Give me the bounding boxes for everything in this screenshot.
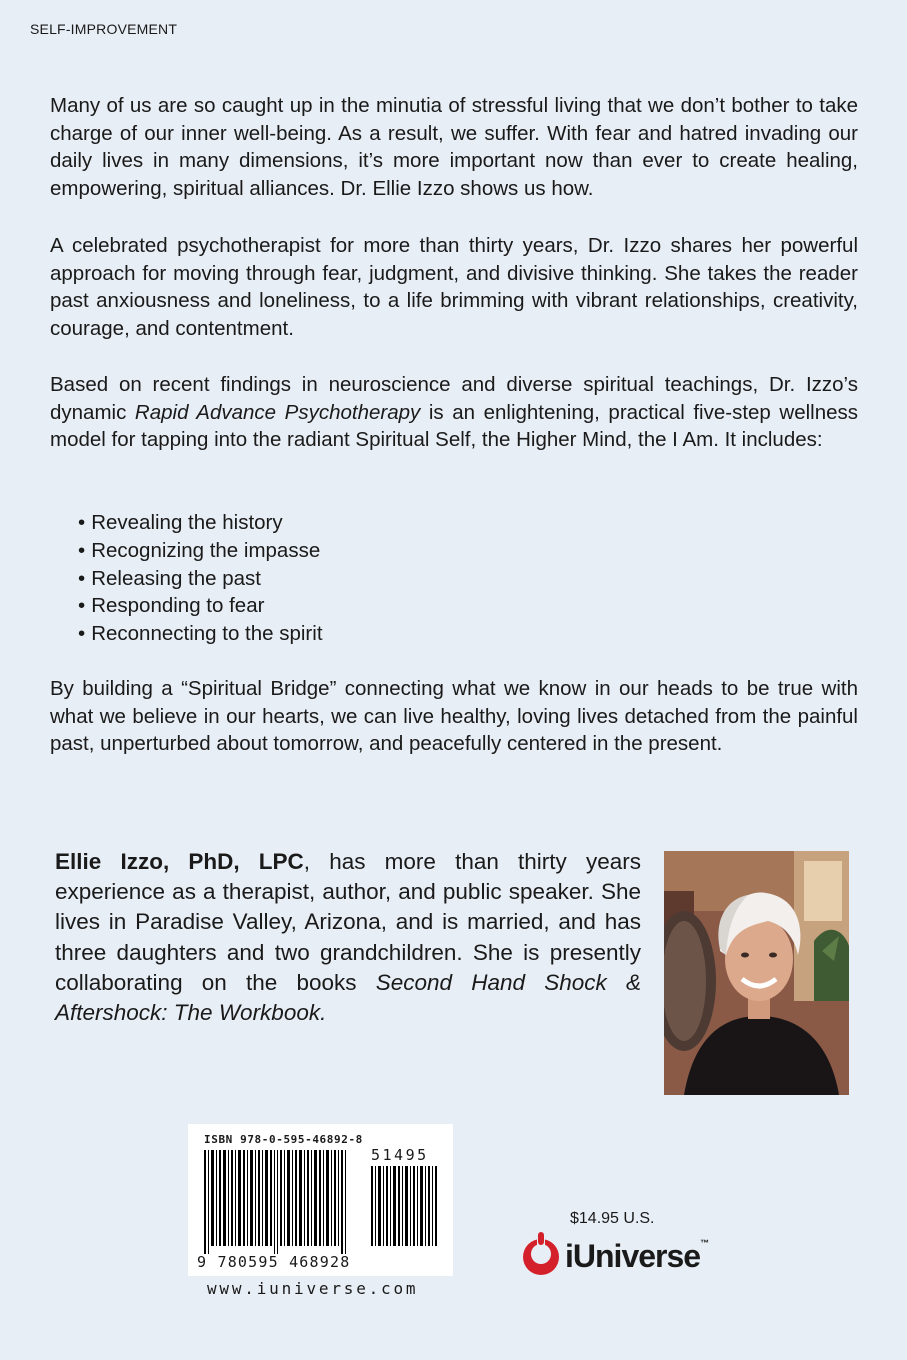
description-paragraph-2: A celebrated psychotherapist for more than thirty years, Dr. Izzo shares her powerful approach for moving through fear, judgment, and divisive thinking. She takes the reader past anxiousness and loneliness, to a life brimming with vibrant relationships, creativity, courage, and contentment. [50,234,858,340]
author-bio-text: , has more than thirty years experience as a therapist, author, and public speaker. She lives in Paradise Valley, Arizona, and is married, and has three daughters and two grandchildren. She is presently collaborating on the books [55,849,641,995]
publisher-name-text: iUniverse [565,1238,701,1274]
list-item: • Releasing the past [78,565,323,593]
author-photo [664,851,849,1095]
list-item: • Revealing the history [78,509,323,537]
method-title: Rapid Advance Psychotherapy [134,400,421,424]
category-label: SELF-IMPROVEMENT [30,21,178,37]
description-paragraph-4: By building a “Spiritual Bridge” connecting what we know in our heads to be true with what we believe in our hearts, we can live healthy, loving lives detached from the painful past, unperturbed about tomorrow, and peacefully centered in the present. [50,677,858,756]
list-item: • Responding to fear [78,592,323,620]
publisher-logo [521,1232,731,1280]
paragraph-3-text-start: Based on recent findings in neuroscience and diverse spiritual teachings, Dr. Izzo’s dynamic [50,373,858,424]
author-books: Second Hand Shock & Aftershock: The Workbook. [55,969,641,1026]
author-bio [55,847,641,1028]
isbn-number: ISBN 978-0-595-46892-8 [204,1133,363,1146]
publisher-website: www.iuniverse.com [207,1279,419,1298]
description-paragraph-3 [50,371,858,454]
list-item: • Recognizing the impasse [78,537,323,565]
author-name: Ellie Izzo, PhD, LPC [55,849,304,874]
trademark-symbol: ™ [700,1238,710,1248]
description-paragraph-1: Many of us are so caught up in the minutia of stressful living that we don’t bother to take charge of our inner well-being. As a result, we suffer. With fear and hatred invading our daily lives in many dimensions, it’s more important now than ever to create healing, empowering, spiritual alliances. Dr. Ellie Izzo shows us how. [50,94,858,200]
barcode-digits: 9 780595 468928 [197,1253,351,1271]
iuniverse-logo-icon [521,1232,563,1280]
barcode [188,1124,453,1276]
publisher-name [565,1238,709,1275]
book-price: $14.95 U.S. [570,1210,655,1227]
barcode-price-code: 51495 [371,1146,429,1164]
steps-list [78,509,323,648]
author-photo-illustration [664,851,849,1095]
paragraph-3-text-end: is an enlightening, practical five-step wellness model for tapping into the radiant Spiritual Self, the Higher Mind, the I Am. It includes: [50,400,859,452]
list-item: • Reconnecting to the spirit [78,620,323,648]
